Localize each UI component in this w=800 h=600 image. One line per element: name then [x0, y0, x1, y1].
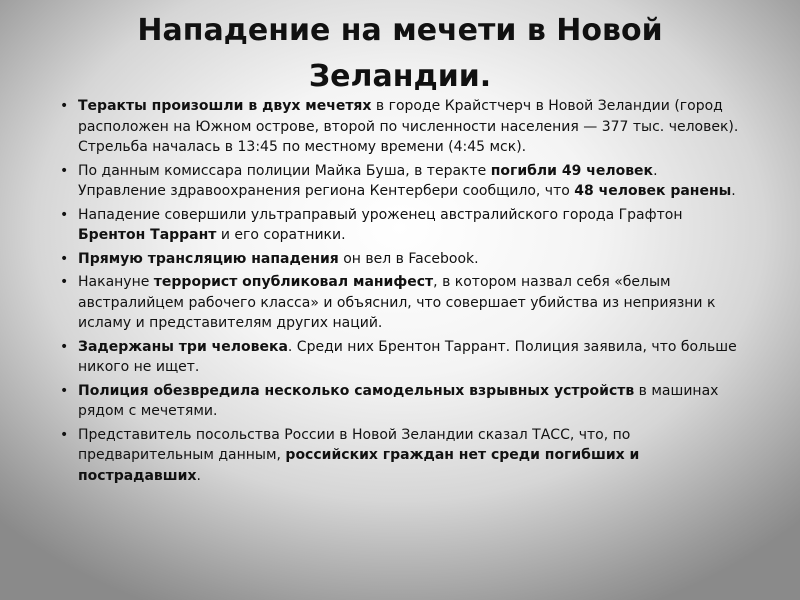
bullet-text: Накануне — [78, 274, 154, 290]
bullet-item — [58, 337, 748, 378]
bullet-bold-text: Теракты произошли в двух мечетях — [78, 98, 372, 114]
bullet-text: , в котором назвал себя «белым австралийцем рабочего класса» и объяснил, что совершает убийства из неприязни к исламу и представителям других наций. — [78, 274, 716, 331]
bullet-text: По данным комиссара полиции Майка Буша, в теракте — [78, 162, 491, 179]
bullet-item — [58, 161, 748, 202]
bullet-dot-icon: • — [60, 162, 69, 179]
bullet-dot-icon: • — [60, 338, 69, 355]
bullet-dot-icon: • — [60, 426, 69, 443]
bullet-bold-text: Полиция обезвредила несколько самодельных взрывных устройств — [78, 382, 635, 399]
bullet-text: . Управление здравоохранения региона Кентербери сообщило, что — [78, 162, 658, 199]
bullet-list — [58, 96, 748, 489]
bullet-bold-text: 48 человек ранены — [574, 183, 732, 199]
bullet-item — [58, 272, 748, 334]
bullet-dot-icon: • — [60, 274, 69, 290]
bullet-dot-icon: • — [60, 382, 69, 399]
bullet-dot-icon: • — [60, 206, 69, 223]
bullet-text: в машинах рядом с мечетями. — [78, 382, 719, 419]
bullet-item — [58, 205, 748, 246]
bullet-item — [58, 249, 748, 270]
bullet-text: Представитель посольства России в Новой Зеландии сказал ТАСС, что, по предварительным данным, — [78, 426, 631, 463]
bullet-dot-icon: • — [60, 98, 69, 114]
bullet-bold-text: Задержаны три человека — [78, 338, 288, 355]
bullet-bold-text: погибли 49 человек — [490, 162, 654, 179]
bullet-bold-text: российских граждан нет среди погибших и пострадавших — [78, 447, 640, 484]
bullet-item — [58, 425, 748, 487]
bullet-text: Нападение совершили ультраправый уроженец австралийского города Графтон — [78, 206, 683, 223]
bullet-bold-text: Брентон Таррант — [78, 227, 217, 243]
bullet-text: . — [196, 467, 201, 484]
bullet-text: . — [731, 183, 736, 199]
bullet-text: . Среди них Брентон Таррант. Полиция заявила, что больше никого не ищет. — [78, 338, 737, 375]
slide-title: Нападение на мечети в Новой Зеландии. — [137, 13, 663, 94]
bullet-item — [58, 381, 748, 422]
bullet-item — [58, 96, 748, 158]
bullet-text: он вел в Facebook. — [338, 250, 479, 267]
bullet-bold-text: террорист опубликовал манифест — [153, 274, 434, 290]
bullet-bold-text: Прямую трансляцию нападения — [78, 250, 339, 267]
bullet-dot-icon: • — [60, 250, 69, 267]
bullet-text: в городе Крайстчерч в Новой Зеландии (город расположен на Южном острове, второй по численности населения — 377 тыс. человек). Стрельба началась в 13:45 по местному времени (4:45 мск). — [78, 98, 739, 155]
bullet-text: и его соратники. — [216, 227, 346, 243]
